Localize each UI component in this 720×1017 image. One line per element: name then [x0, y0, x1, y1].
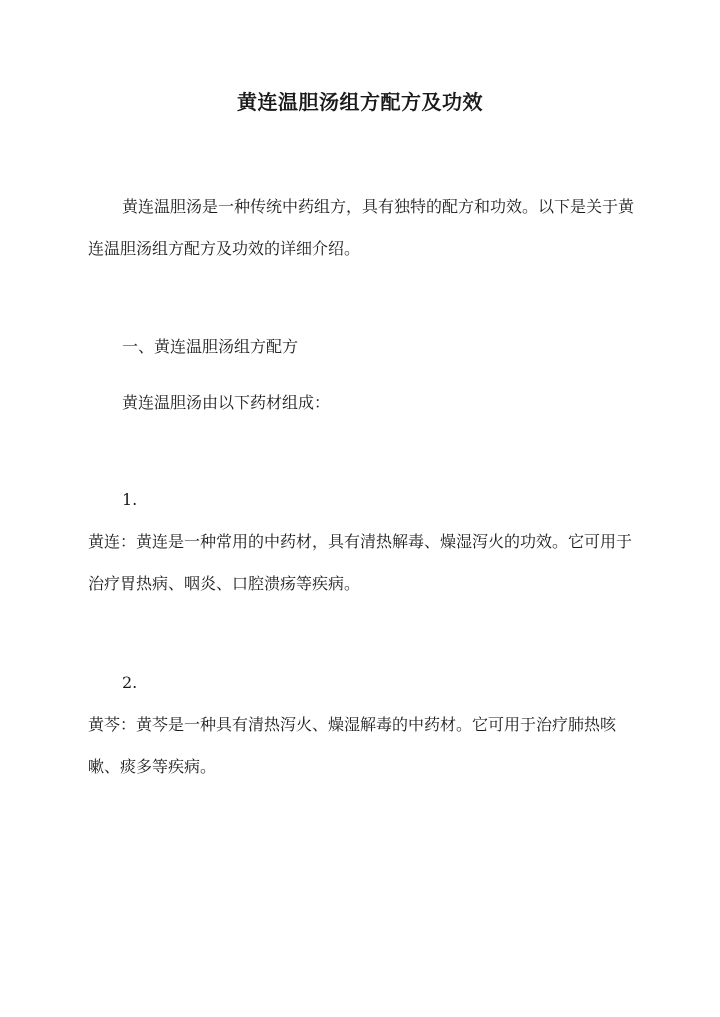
list-item-number: 2. — [122, 673, 138, 692]
document-title: 黄连温胆汤组方配方及功效 — [237, 90, 483, 114]
section-lead-paragraph: 黄连温胆汤由以下药材组成： — [122, 393, 331, 412]
list-item-text: 黄连：黄连是一种常用的中药材，具有清热解毒、燥湿泻火的功效。它可用于治疗胃热病、咽炎、口腔溃疡等疾病。 — [88, 532, 633, 593]
section-heading: 一、黄连温胆汤组方配方 — [122, 337, 299, 356]
list-item-text: 黄芩：黄芩是一种具有清热泻火、燥湿解毒的中药材。它可用于治疗肺热咳嗽、痰多等疾病。 — [88, 715, 617, 776]
intro-paragraph: 黄连温胆汤是一种传统中药组方，具有独特的配方和功效。以下是关于黄连温胆汤组方配方及功效的详细介绍。 — [88, 197, 635, 258]
list-item-number: 1. — [122, 490, 138, 509]
